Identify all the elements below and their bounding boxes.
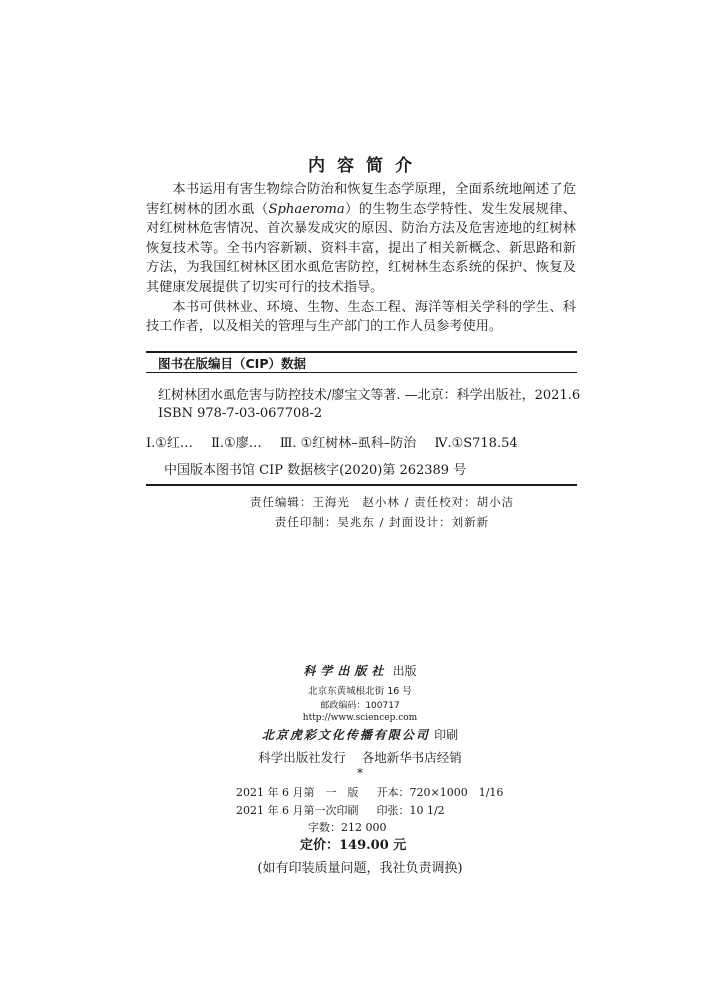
publisher-name (0, 662, 720, 679)
latin-name: Sphaeroma (268, 201, 345, 217)
spec-printing: 2021 年 6 月第一次印刷 (236, 804, 359, 817)
summary-paragraph-2: 本书可供林业、环境、生物、生态工程、海洋等相关学科的学生、科技工作者，以及相关的管理与生产部门的工作人员参考使用。 (146, 299, 576, 335)
summary-title: 内容简介 (308, 156, 424, 176)
editor-line-1: 责任编辑：王海光 赵小林 / 责任校对：胡小洁 (249, 495, 515, 509)
cip-top-rule (146, 351, 577, 353)
spec-format: 开本：720×1000 1/16 (376, 786, 504, 799)
cip-class-4: Ⅳ.①S718.54 (434, 436, 518, 451)
spec-edition: 2021 年 6 月第 一 版 (236, 786, 359, 799)
editor-line-2: 责任印制：吴兆东 / 封面设计：刘新新 (274, 515, 490, 529)
publisher-address: 北京东黄城根北街 16 号 (308, 686, 412, 697)
printer-suffix: 印刷 (434, 728, 459, 742)
cip-bibliography: 红树林团水虱危害与防控技术/廖宝文等著. —北京：科学出版社，2021.6 (158, 388, 581, 403)
cip-isbn: ISBN 978-7-03-067708-2 (158, 406, 323, 421)
distribution-issuer: 科学出版社发行 (258, 750, 346, 765)
summary-body (146, 180, 576, 337)
publisher-suffix: 出版 (392, 664, 417, 678)
printer-line (0, 726, 720, 743)
distribution-seller: 各地新华书店经销 (361, 750, 462, 765)
summary-p1-text: 本书运用有害生物综合防治和恢复生态学原理，全面系统地阐述了危害红树林的团水虱（ (146, 182, 576, 217)
spec-words: 字数：212 000 (308, 821, 387, 834)
summary-paragraph-1 (146, 180, 576, 298)
cip-class-1: Ⅰ.①红… (146, 436, 193, 451)
editor-credits (202, 492, 562, 532)
publisher-logotype: 科学出版社 (303, 664, 389, 678)
publisher-url: http://www.sciencep.com (302, 713, 418, 723)
cip-heading-rule (146, 372, 577, 373)
quality-notice: (如有印装质量问题，我社负责调换) (257, 861, 463, 876)
spec-sheets: 印张：10 1/2 (376, 804, 445, 817)
cip-heading: 图书在版编目（CIP）数据 (158, 356, 306, 371)
summary-p1-text-cont: ）的生物生态学特性、发生发展规律、对红树林危害情况、首次暴发成灾的原因、防治方法及危害迹地的红树林恢复技术等。全书内容新颖、资料丰富，提出了相关新概念、新思路和新方法，为我国红树林区团水虱危害防控，红树林生态系统的保护、恢复及其健康发展提供了切实可行的技术指导。 (146, 201, 576, 295)
distribution-line (0, 748, 720, 766)
price: 定价：149.00 元 (300, 838, 407, 853)
cip-bottom-rule (146, 484, 577, 486)
cip-core-number: 中国版本图书馆 CIP 数据核字(2020)第 262389 号 (164, 463, 467, 478)
printer-name: 北京虎彩文化传播有限公司 (261, 728, 430, 742)
cip-class-3: Ⅲ. ①红树林–虱科–防治 (279, 436, 417, 451)
separator-star: * (357, 766, 363, 780)
spec-row-words (308, 819, 387, 835)
publisher-postcode: 邮政编码：100717 (320, 701, 400, 711)
cip-class-2: Ⅱ.①廖… (211, 436, 262, 451)
spec-row-edition (236, 784, 503, 800)
spec-row-printing (236, 802, 445, 818)
cip-classification (146, 432, 532, 451)
